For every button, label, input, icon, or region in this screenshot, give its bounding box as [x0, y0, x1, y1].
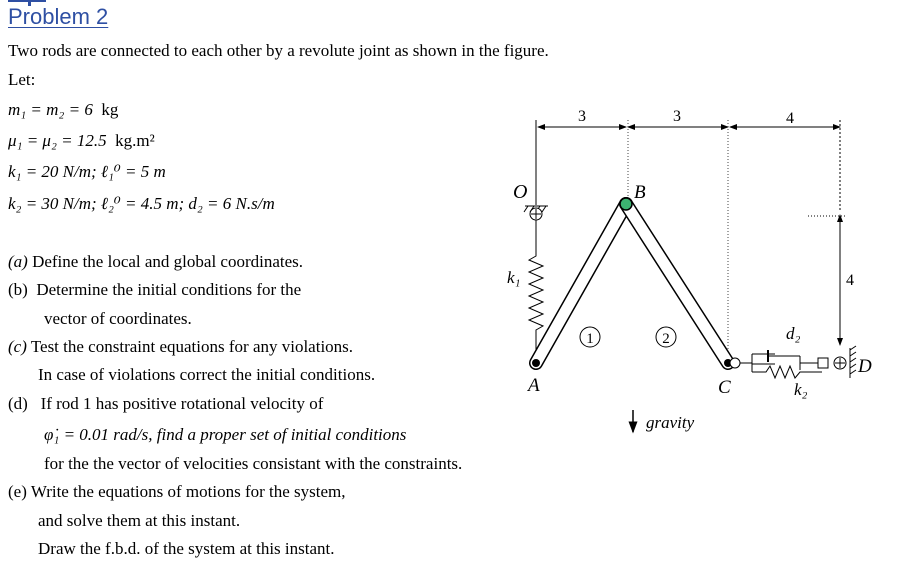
- question-c-label: (c): [8, 337, 27, 356]
- question-e-cont2: Draw the f.b.d. of the system at this instant.: [38, 539, 335, 558]
- title-accent-bar: [8, 0, 46, 2]
- ground-support-O: [524, 206, 548, 220]
- damper-label-d2: d₂: [786, 324, 801, 343]
- question-b-text: Determine the initial conditions for the: [36, 280, 302, 299]
- mechanism-figure: [490, 100, 890, 440]
- param-mass-unit: kg: [101, 100, 119, 119]
- dim-label-2: 3: [673, 108, 681, 125]
- point-label-A: A: [528, 375, 540, 396]
- question-c-cont: In case of violations correct the initial conditions.: [38, 365, 376, 384]
- dim-label-3: 4: [786, 110, 794, 127]
- revolute-joint-B: [620, 198, 632, 210]
- problem-title: Problem 2: [8, 4, 109, 29]
- question-a-text: Define the local and global coordinates.: [32, 252, 304, 271]
- question-d-text: If rod 1 has positive rotational velocity of: [40, 394, 324, 413]
- question-e-label: (e): [8, 482, 27, 501]
- question-b-cont: vector of coordinates.: [44, 309, 192, 328]
- joint-A: [532, 359, 540, 367]
- param-mass-lhs: m₁ = m₂ = 6: [8, 100, 93, 119]
- question-d: [8, 394, 323, 414]
- spring-k2: [752, 366, 822, 378]
- rod-2-label: 2: [662, 331, 670, 347]
- param-inertia-lhs: μ₁ = μ₂ = 12.5: [8, 131, 107, 150]
- intro-sentence: Two rods are connected to each other by a revolute joint as shown in the figure.: [8, 41, 549, 60]
- point-label-C: C: [718, 377, 731, 398]
- ground-support-D: [818, 346, 856, 378]
- point-label-D: D: [858, 356, 872, 377]
- param-mass: [8, 100, 118, 120]
- spring-label-k1: k₁: [507, 268, 521, 287]
- param-spring2: k₂ = 30 N/m; ℓ₂⁰ = 4.5 m; d₂ = 6 N.s/m: [8, 194, 275, 213]
- rod-1-label: 1: [586, 331, 594, 347]
- point-label-O: O: [513, 181, 528, 203]
- param-inertia-unit: kg.m²: [115, 131, 155, 150]
- point-label-B: B: [634, 182, 646, 203]
- question-b: [8, 280, 301, 300]
- question-e-cont: and solve them at this instant.: [38, 511, 241, 530]
- spring-label-k2: k₂: [794, 380, 808, 399]
- question-d-label: (d): [8, 394, 28, 413]
- dim-label-vertical: 4: [846, 272, 854, 289]
- question-c: [8, 337, 353, 357]
- rod-2: [626, 204, 728, 363]
- question-e: [8, 482, 346, 502]
- question-b-label: (b): [8, 280, 28, 299]
- param-inertia: [8, 131, 155, 151]
- param-spring1: k₁ = 20 N/m; ℓ₁⁰ = 5 m: [8, 162, 166, 181]
- gravity-label: gravity: [646, 413, 695, 432]
- let-label: Let:: [8, 70, 36, 89]
- question-e-text: Write the equations of motions for the system,: [30, 482, 346, 501]
- question-d-eq: φ̇₁ = 0.01 rad/s, find a proper set of initial conditions: [44, 425, 407, 444]
- question-a: [8, 252, 303, 272]
- connector-C: [730, 358, 740, 368]
- dim-label-1: 3: [578, 108, 586, 125]
- question-d-cont: for the the vector of velocities consistant with the constraints.: [44, 454, 463, 473]
- question-c-text: Test the constraint equations for any violations.: [30, 337, 354, 356]
- question-a-label: (a): [8, 252, 28, 271]
